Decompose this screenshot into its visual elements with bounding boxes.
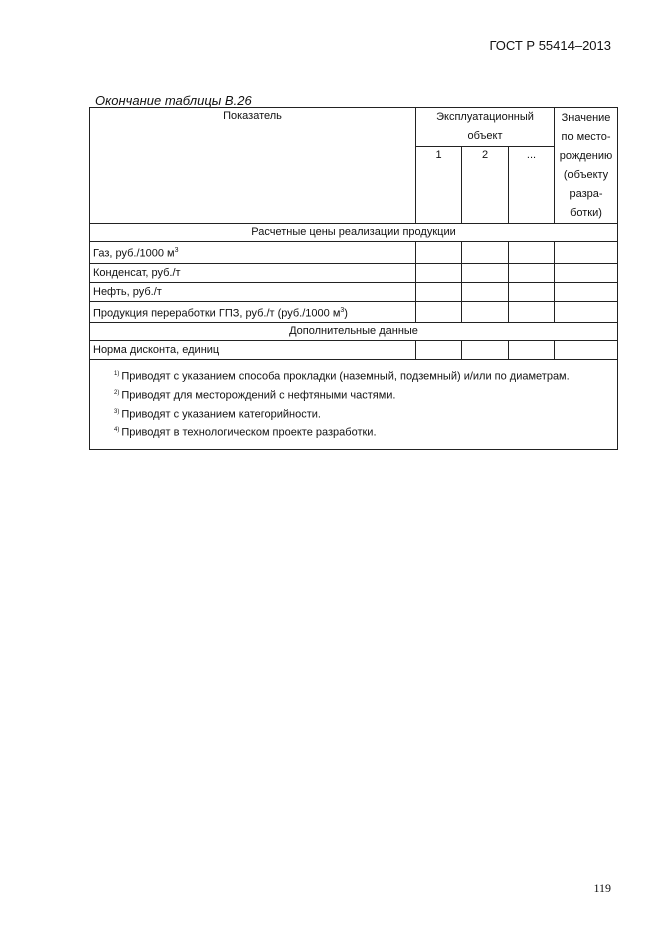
footnotes xyxy=(90,360,618,450)
section-sale-prices: Расчетные цены реализации продукции xyxy=(90,224,618,242)
footnote: $^{1)}$ Приводят с указанием способа прокладки (наземный, подземный) и/или по диаметрам. xyxy=(114,370,570,383)
header-parameter: Показатель xyxy=(90,108,416,224)
data-table xyxy=(89,107,618,450)
row-label: Конденсат, руб./т xyxy=(90,263,416,282)
header-object-col-more: ... xyxy=(509,147,555,224)
table-row xyxy=(90,282,618,301)
page-number: 119 xyxy=(593,881,611,895)
footnote: $^{2)}$ Приводят для месторождений с нефтяными частями. xyxy=(114,389,396,402)
header-operational-object: Эксплуатационный объект xyxy=(416,108,555,147)
header-object-col-1: 1 xyxy=(416,147,462,224)
footnote: $^{4)}$ Приводят в технологическом проекте разработки. xyxy=(114,426,377,439)
standard-code: ГОСТ Р 55414–2013 xyxy=(489,38,611,53)
table-row xyxy=(90,242,618,264)
header-field-value: Значение по место-рождению (объекту разра-ботки) xyxy=(555,108,618,224)
table-caption: Окончание таблицы В.26 xyxy=(95,93,252,108)
header-object-col-2: 2 xyxy=(462,147,509,224)
table-row xyxy=(90,341,618,360)
footnote: $^{3)}$ Приводят с указанием категорийности. xyxy=(114,408,321,421)
section-additional-data: Дополнительные данные xyxy=(90,323,618,341)
table-row xyxy=(90,301,618,323)
row-label: Норма дисконта, единиц xyxy=(90,341,416,360)
row-label: Нефть, руб./т xyxy=(90,282,416,301)
row-label: Продукция переработки ГПЗ, руб./т (руб./1000 $м^3$) xyxy=(90,301,416,323)
row-label: Газ, руб./1000 $м^3$ xyxy=(90,242,416,264)
table-row xyxy=(90,263,618,282)
